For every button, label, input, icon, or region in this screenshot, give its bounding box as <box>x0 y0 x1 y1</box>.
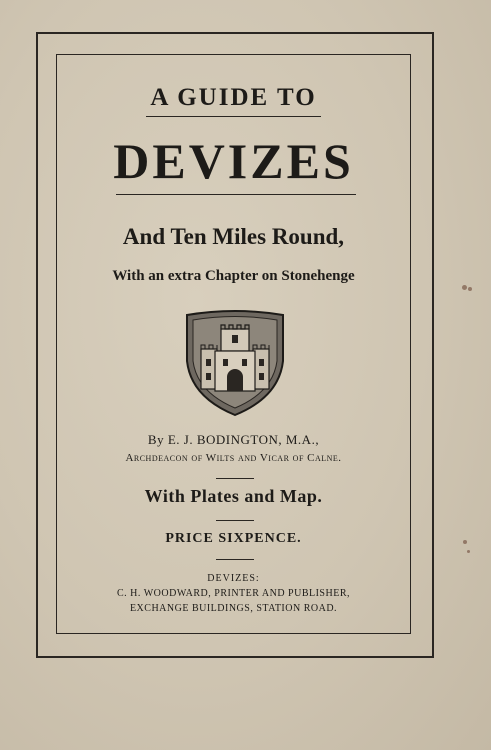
price-text: PRICE SIXPENCE. <box>165 531 302 546</box>
foxing-spot <box>462 285 467 290</box>
divider <box>216 559 254 560</box>
castle-crest-icon <box>183 309 287 417</box>
extra-chapter-text: With an extra Chapter on Stonehenge <box>112 268 355 284</box>
heading-text: A GUIDE TO <box>150 84 317 111</box>
author-text: By E. J. BODINGTON, M.A., <box>147 432 320 447</box>
imprint-address: EXCHANGE BUILDINGS, STATION ROAD. <box>129 603 338 614</box>
cover-content <box>56 54 411 634</box>
divider <box>216 478 254 479</box>
foxing-spot <box>467 550 470 553</box>
foxing-spot <box>463 540 467 544</box>
plates-text: With Plates and Map. <box>144 486 323 506</box>
divider <box>116 194 356 195</box>
foxing-spot <box>468 287 472 291</box>
title-text: DEVIZES <box>113 133 354 189</box>
divider <box>216 520 254 521</box>
imprint-printer: C. H. WOODWARD, PRINTER AND PUBLISHER, <box>117 588 350 599</box>
author-titles-text: Archdeacon of Wilts and Vicar of Calne. <box>125 452 342 464</box>
subtitle-text: And Ten Miles Round, <box>122 224 345 249</box>
imprint-place: DEVIZES: <box>207 573 260 584</box>
divider <box>146 116 321 117</box>
